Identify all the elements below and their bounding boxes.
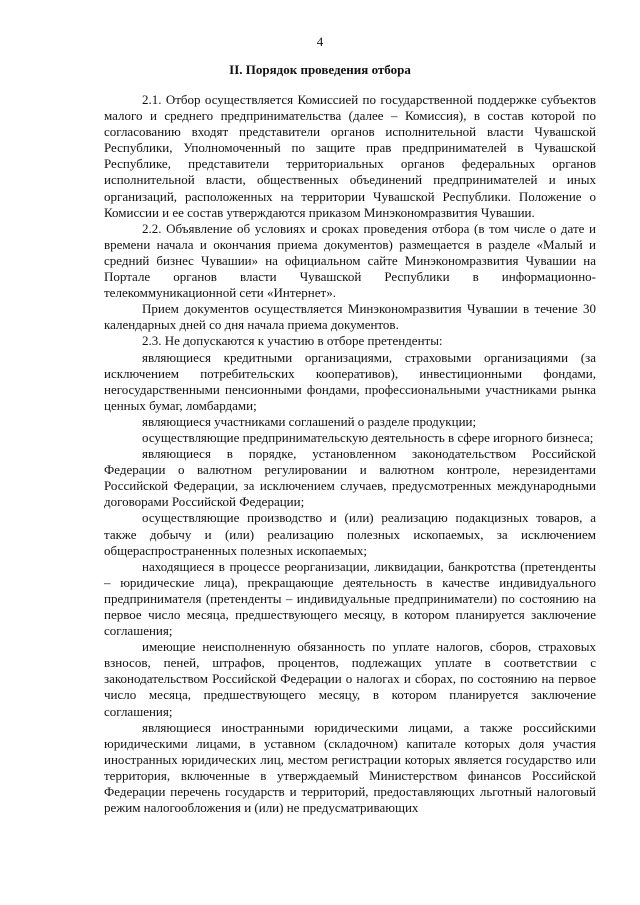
document-body (104, 92, 596, 816)
exclusion-item: являющиеся кредитными организациями, страховыми организациями (за исключением потребительских кооперативов), инвестиционными фондами, негосударственными пенсионными фондами, профессиональными участниками рынка ценных бумаг, ломбардами; (104, 349, 596, 413)
exclusion-item: имеющие неисполненную обязанность по уплате налогов, сборов, страховых взносов, пеней, штрафов, процентов, подлежащих уплате в соответствии с законодательством Российской Федерации о налогах и сборах, по состоянию на первое число месяца, предшествующего месяцу, в котором планируется заключение соглашения; (104, 639, 596, 719)
exclusion-item: являющиеся иностранными юридическими лицами, а также российскими юридическими лицами, в уставном (складочном) капитале которых доля участия иностранных юридических лиц, местом регистрации которых является государство или территория, включенные в утверждаемый Министерством финансов Российской Федерации перечень государств и территорий, предоставляющих льготный налоговый режим налогообложения и (или) не предусматривающих (104, 719, 596, 816)
paragraph-2-2: 2.2. Объявление об условиях и сроках проведения отбора (в том числе о дате и времени начала и окончания приема документов) размещается в разделе «Малый и средний бизнес Чувашии» на официальном сайте Минэкономразвития Чувашии на Портале органов власти Чувашской Республики в информационно-телекоммуникационной сети «Интернет». (104, 220, 596, 301)
paragraph-2-3: 2.3. Не допускаются к участию в отборе претенденты: (142, 333, 443, 349)
exclusion-item: являющиеся в порядке, установленном законодательством Российской Федерации о валютном регулировании и валютном контроле, нерезидентами Российской Федерации, за исключением случаев, предусмотренных международными договорами Российской Федерации; (104, 446, 596, 510)
paragraph-document-acceptance: Прием документов осуществляется Минэкономразвития Чувашии в течение 30 календарных дней со дня начала приема документов. (104, 301, 596, 333)
page-number: 4 (316, 34, 324, 49)
section-title: II. Порядок проведения отбора (229, 62, 411, 77)
exclusion-item: осуществляющие предпринимательскую деятельность в сфере игорного бизнеса; (142, 429, 594, 445)
exclusion-item: являющиеся участниками соглашений о разделе продукции; (142, 413, 477, 429)
exclusion-item: осуществляющие производство и (или) реализацию подакцизных товаров, а также добычу и (или) реализацию полезных ископаемых, за исключением общераспространенных полезных ископаемых; (104, 510, 596, 558)
exclusion-item: находящиеся в процессе реорганизации, ликвидации, банкротства (претенденты – юридические лица), прекращающие деятельность в качестве индивидуального предпринимателя (претенденты – индивидуальные предприниматели) по состоянию на первое число месяца, предшествующего месяцу, в котором планируется заключение соглашения; (104, 558, 596, 639)
paragraph-2-1: 2.1. Отбор осуществляется Комиссией по государственной поддержке субъектов малого и среднего предпринимательства (далее – Комиссия), в состав которой по согласованию входят представители органов исполнительной власти Чувашской Республики, Уполномоченный по защите прав предпринимателей в Чувашской Республике, представители территориальных органов федеральных органов исполнительной власти, общественных объединений предпринимателей и иных организаций, расположенных на территории Чувашской Республики. Положение о Комиссии и ее состав утверждаются приказом Минэкономразвития Чувашии. (104, 92, 596, 220)
